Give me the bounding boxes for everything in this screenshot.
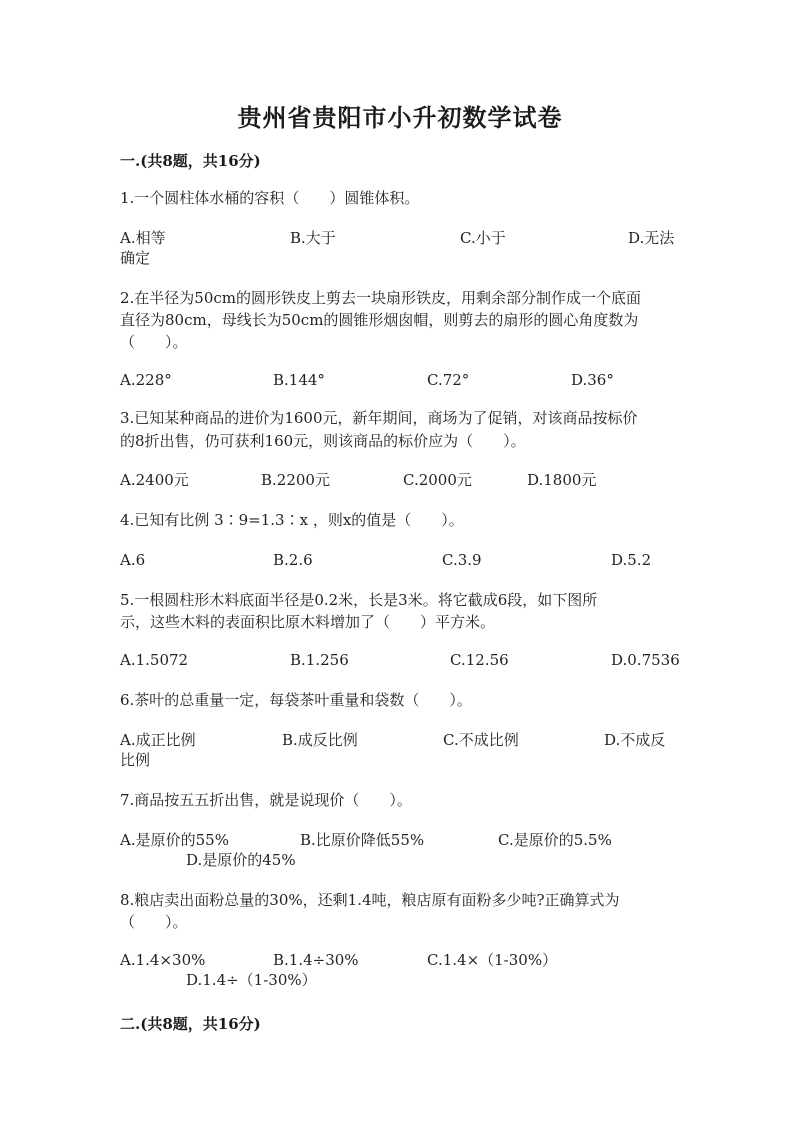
question-2-stem-line-2: 直径为80cm，母线长为50cm的圆锥形烟囱帽，则剪去的扇形的圆心角度数为 bbox=[120, 311, 639, 329]
question-8-option-d: D.1.4÷（1-30%） bbox=[186, 971, 317, 989]
question-8-option-c: C.1.4×（1-30%） bbox=[427, 951, 558, 969]
question-7-option-b: B.比原价降低55% bbox=[300, 831, 425, 849]
question-8-stem-line-2: （ ）。 bbox=[120, 913, 188, 931]
page-title: 贵州省贵阳市小升初数学试卷 bbox=[237, 103, 563, 132]
question-5-stem-line-2: 示，这些木料的表面积比原木料增加了（ ）平方米。 bbox=[120, 613, 496, 631]
question-2-option-a: A.228° bbox=[120, 371, 172, 389]
question-1-option-d-wrap: 确定 bbox=[120, 249, 151, 267]
question-7-option-a: A.是原价的55% bbox=[120, 831, 229, 849]
question-2-stem-line-3: （ ）。 bbox=[120, 333, 188, 351]
question-5-stem-line-1: 5.一根圆柱形木料底面半径是0.2米，长是3米。将它截成6段，如下图所 bbox=[120, 591, 598, 609]
question-3-option-a: A.2400元 bbox=[120, 471, 189, 489]
question-3-option-c: C.2000元 bbox=[403, 471, 472, 489]
question-6-option-b: B.成反比例 bbox=[282, 731, 358, 749]
question-8-option-b: B.1.4÷30% bbox=[273, 951, 359, 969]
question-8-option-a: A.1.4×30% bbox=[120, 951, 206, 969]
question-7-option-d: D.是原价的45% bbox=[186, 851, 296, 869]
question-7-option-c: C.是原价的5.5% bbox=[498, 831, 612, 849]
question-5-option-a: A.1.5072 bbox=[120, 651, 189, 669]
question-2-option-d: D.36° bbox=[571, 371, 614, 389]
question-1-option-c: C.小于 bbox=[460, 229, 506, 247]
question-1-option-b: B.大于 bbox=[290, 229, 336, 247]
question-6-stem: 6.茶叶的总重量一定，每袋茶叶重量和袋数（ ）。 bbox=[120, 691, 472, 709]
question-1-option-d: D.无法 bbox=[628, 229, 675, 247]
question-4-option-b: B.2.6 bbox=[273, 551, 313, 569]
question-6-option-c: C.不成比例 bbox=[443, 731, 519, 749]
question-2-option-b: B.144° bbox=[273, 371, 325, 389]
question-3-option-b: B.2200元 bbox=[261, 471, 330, 489]
question-3-stem-line-1: 3.已知某种商品的进价为1600元，新年期间，商场为了促销，对该商品按标价 bbox=[120, 409, 638, 427]
question-3-option-d: D.1800元 bbox=[527, 471, 597, 489]
question-1-option-a: A.相等 bbox=[120, 229, 166, 247]
question-8-stem-line-1: 8.粮店卖出面粉总量的30%，还剩1.4吨，粮店原有面粉多少吨?正确算式为 bbox=[120, 891, 620, 909]
question-5-option-b: B.1.256 bbox=[290, 651, 349, 669]
question-6-option-d-wrap: 比例 bbox=[120, 751, 151, 769]
question-4-option-c: C.3.9 bbox=[442, 551, 482, 569]
question-1-stem: 1.一个圆柱体水桶的容积（ ）圆锥体积。 bbox=[120, 189, 420, 207]
question-3-stem-line-2: 的8折出售，仍可获利160元，则该商品的标价应为（ ）。 bbox=[120, 432, 526, 450]
question-6-option-d: D.不成反 bbox=[604, 731, 666, 749]
question-7-stem: 7.商品按五五折出售，就是说现价（ ）。 bbox=[120, 791, 412, 809]
question-6-option-a: A.成正比例 bbox=[120, 731, 196, 749]
section-heading-1: 一.(共8题，共16分) bbox=[120, 152, 261, 170]
question-2-option-c: C.72° bbox=[427, 371, 470, 389]
section-heading-2: 二.(共8题，共16分) bbox=[120, 1015, 261, 1033]
question-4-option-d: D.5.2 bbox=[611, 551, 652, 569]
question-4-stem: 4.已知有比例 3∶9=1.3∶x ，则x的值是（ ）。 bbox=[120, 511, 464, 529]
question-2-stem-line-1: 2.在半径为50cm的圆形铁皮上剪去一块扇形铁皮，用剩余部分制作成一个底面 bbox=[120, 289, 642, 307]
question-5-option-c: C.12.56 bbox=[450, 651, 509, 669]
question-4-option-a: A.6 bbox=[120, 551, 146, 569]
question-5-option-d: D.0.7536 bbox=[611, 651, 680, 669]
